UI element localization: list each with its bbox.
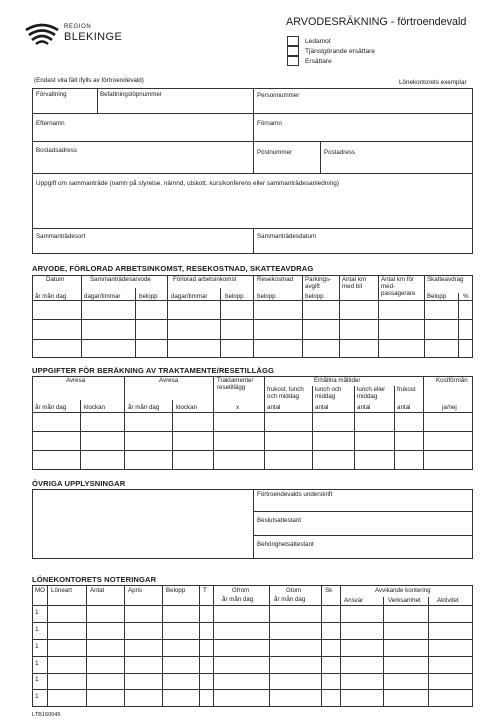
- field-fornamn[interactable]: [254, 129, 471, 140]
- label-uppgift-sammantrade: Uppgift om sammanträde (namn på styrelse, nämnd, utskott, kurs/konferens eller sammanträdesanledning): [36, 180, 339, 187]
- s1-sub-dagar-timmar: dagar/timmar: [84, 293, 121, 300]
- s4-header-apris: Apris: [128, 587, 143, 594]
- logo-mark-icon: [24, 22, 60, 46]
- s2-sub-antal-4: antal: [397, 404, 411, 411]
- region-blekinge-logo: [24, 22, 144, 48]
- s1-sub-belopp-2: belopp: [225, 293, 244, 300]
- field-befattning[interactable]: [98, 100, 252, 112]
- s1-header-arvode: Sammanträdesarvode: [90, 276, 151, 283]
- checkbox-ledamot[interactable]: [287, 36, 299, 46]
- s2-header-traktamente: Traktamente/ resetillägg: [217, 377, 254, 391]
- s4-row-5[interactable]: [48, 674, 472, 688]
- s2-sub-antal-3: antal: [357, 404, 371, 411]
- field-forvaltning[interactable]: [33, 100, 96, 112]
- label-forvaltning: Förvaltning: [36, 91, 67, 98]
- label-fortroendevalds-underskrift: Förtroendevalds underskrift: [257, 491, 333, 498]
- checkbox-tjanstgorande[interactable]: [287, 46, 299, 56]
- s4-sub-aktivitet: Aktivitet: [437, 597, 459, 604]
- s1-header-datum: Datum: [46, 276, 65, 283]
- page-title: ARVODESRÄKNING - förtroendevald: [286, 16, 467, 28]
- s4-row-4[interactable]: [48, 657, 472, 672]
- s4-row-6[interactable]: [48, 690, 472, 705]
- label-beslutsattestant: Beslutsattestant: [257, 517, 302, 524]
- s2-sub-janej: ja/nej: [442, 404, 457, 411]
- s2-sub-antal-2: antal: [315, 404, 329, 411]
- s4-header-avvikande-kontering: Avvikande kontering: [375, 587, 431, 594]
- s4-sub-gtom-date: år mån dag: [274, 596, 306, 603]
- s1-header-resekostnad: Resekostnad: [257, 276, 294, 283]
- note-white-fields: (Endast vita fält ifylls av förtroendevald): [34, 77, 144, 84]
- s4-row-3[interactable]: [48, 640, 472, 655]
- s4-sub-gfrom-date: år mån dag: [222, 596, 254, 603]
- checkbox-ersattare[interactable]: [287, 56, 299, 66]
- s4-header-antal: Antal: [90, 587, 105, 594]
- note-copy: Lönekontorets exemplar: [399, 79, 467, 86]
- s2-header-avresa: Avresa: [66, 377, 86, 384]
- label-sammantradesdatum: Sammanträdesdatum: [257, 233, 317, 240]
- field-postadress[interactable]: [321, 158, 471, 172]
- s1-row-2[interactable]: [33, 320, 472, 338]
- s2-header-erhallna-maltider: Erhållna måltider: [314, 377, 361, 384]
- label-behorighetsattestant: Behörighetsattestant: [257, 541, 314, 548]
- s2-header-lunch-eller-middag: lunch eller middag: [357, 386, 386, 400]
- label-fornamn: Förnamn: [257, 120, 282, 127]
- label-efternamn: Efternamn: [36, 120, 65, 127]
- s1-sub-dagar-timmar-2: dagar/timmar: [171, 293, 208, 300]
- field-ovriga-upplysningar[interactable]: [33, 490, 252, 557]
- s1-sub-belopp-5: Belopp: [427, 293, 447, 300]
- s4-row-mo: 1: [35, 676, 39, 683]
- logo-text-region: REGION: [64, 24, 92, 30]
- s2-header-frukost-lunch-middag: frukost, lunch och middag: [267, 386, 304, 400]
- s1-header-forlorad: Förlorad arbetsinkomst: [173, 276, 237, 283]
- field-personnummer[interactable]: [254, 101, 471, 112]
- s2-sub-datum-2: år mån dag: [128, 404, 160, 411]
- field-beslutsattestant[interactable]: [254, 526, 471, 534]
- field-postnummer[interactable]: [254, 158, 319, 172]
- s4-header-t: T: [203, 587, 207, 594]
- s2-row-3[interactable]: [33, 451, 472, 468]
- field-sammantradesort[interactable]: [33, 242, 252, 252]
- field-fortroendevalds-underskrift[interactable]: [254, 500, 471, 510]
- s4-header-gfrom: Gfrom: [232, 587, 250, 594]
- s4-header-belopp: Belopp: [166, 587, 186, 594]
- s1-sub-procent: %: [463, 293, 469, 300]
- form-code: LTB160045: [32, 712, 61, 718]
- s1-row-3[interactable]: [33, 340, 472, 356]
- s1-sub-belopp-3: belopp: [257, 293, 276, 300]
- checkbox-label-tjanstgorande: Tjänstgörande ersättare: [305, 48, 376, 55]
- s1-row-1[interactable]: [33, 301, 472, 318]
- s4-row-2[interactable]: [48, 623, 472, 638]
- s4-row-mo: 1: [35, 609, 39, 616]
- section4-title: LÖNEKONTORETS NOTERINGAR: [32, 575, 157, 584]
- s4-row-mo: 1: [35, 693, 39, 700]
- field-efternamn[interactable]: [33, 129, 252, 140]
- s4-header-loneart: Löneart: [51, 587, 72, 594]
- logo-text-blekinge: BLEKINGE: [64, 31, 123, 43]
- s1-header-antal-km-passagerare: Antal km för med- passagerare: [381, 276, 416, 297]
- s2-row-1[interactable]: [33, 413, 472, 430]
- s4-sub-ansvar: Ansvar: [344, 597, 364, 604]
- checkbox-label-ersattare: Ersättare: [305, 58, 332, 65]
- field-behorighetsattestant[interactable]: [254, 550, 471, 557]
- section2-title: UPPGIFTER FÖR BERÄKNING AV TRAKTAMENTE/RESETILLÄGG: [32, 366, 274, 375]
- label-sammantradesort: Sammanträdesort: [36, 233, 86, 240]
- s1-header-antal-km-bil: Antal km med bil: [342, 276, 367, 290]
- field-uppgift-sammantrade[interactable]: [33, 190, 471, 227]
- s2-header-avresa-2: Avresa: [159, 377, 179, 384]
- section3-title: ÖVRIGA UPPLYSNINGAR: [32, 479, 126, 488]
- s2-header-kostformaan: Kostförmån: [436, 377, 468, 384]
- checkbox-label-ledamot: Ledamot: [305, 38, 331, 45]
- s2-sub-antal-1: antal: [267, 404, 281, 411]
- s2-sub-x: x: [236, 404, 240, 411]
- label-personnummer: Personnummer: [257, 92, 300, 99]
- label-bostadsadress: Bostadsadress: [36, 147, 77, 154]
- s2-header-lunch-och-middag: lunch och middag: [315, 386, 342, 400]
- s1-header-skatteavdrag: Skatteavdrag: [427, 276, 464, 283]
- s2-row-2[interactable]: [33, 432, 472, 449]
- s4-header-mo: MO: [35, 587, 45, 594]
- s1-sub-datum: år mån dag: [35, 293, 67, 300]
- field-bostadsadress[interactable]: [33, 156, 252, 172]
- s4-sub-verksamhet: Verksamhet: [388, 597, 421, 604]
- s1-sub-belopp-4: belopp: [305, 293, 324, 300]
- field-sammantradesdatum[interactable]: [254, 242, 471, 252]
- section1-title: ARVODE, FÖRLORAD ARBETSINKOMST, RESEKOSTNAD, SKATTEAVDRAG: [32, 264, 314, 273]
- s4-header-gtom: Gtom: [286, 587, 302, 594]
- s4-row-mo: 1: [35, 643, 39, 650]
- s4-header-sk: Sk: [325, 587, 333, 594]
- s2-header-frukost: frukost: [397, 386, 416, 393]
- s2-sub-klockan: klockan: [84, 404, 105, 411]
- s1-header-parkering: Parkings- avgift: [305, 276, 332, 290]
- s2-sub-klockan-2: klockan: [176, 404, 197, 411]
- s4-row-mo: 1: [35, 626, 39, 633]
- s4-row-1[interactable]: [48, 606, 472, 621]
- label-postnummer: Postnummer: [257, 149, 293, 156]
- s2-sub-datum: år mån dag: [35, 404, 67, 411]
- label-postadress: Postadress: [324, 149, 355, 156]
- s4-row-mo: 1: [35, 660, 39, 667]
- s1-sub-belopp: belopp: [139, 293, 158, 300]
- label-befattning: Befattningslöpnummer: [100, 91, 162, 98]
